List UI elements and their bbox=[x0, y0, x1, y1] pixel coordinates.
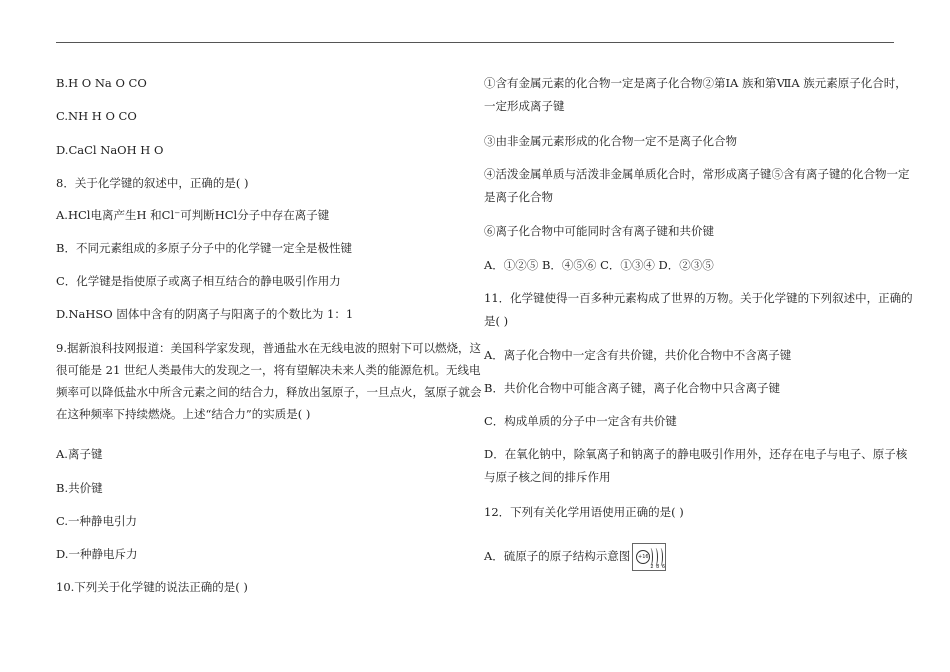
q11-option-d-line2: 与原子核之间的排斥作用 bbox=[484, 470, 611, 484]
q9-stem-line1: 9.据新浪科技网报道：美国科学家发现，普通盐水在无线电波的照射下可以燃烧，这 bbox=[56, 341, 481, 355]
q9-stem-line4: 在这种频率下持续燃烧。上述“结合力”的实质是( ) bbox=[56, 407, 311, 421]
atom-nucleus: +16 bbox=[636, 550, 650, 564]
q9-option-d: D.一种静电斥力 bbox=[56, 547, 138, 561]
atom-shell-electrons: 2 8 6 bbox=[650, 564, 666, 570]
q7-option-d: D.CaCl NaOH H O bbox=[56, 143, 164, 157]
q8-option-d: D.NaHSO 固体中含有的阴离子与阳离子的个数比为 1：1 bbox=[56, 307, 354, 321]
q10-statement-4-line1: ④活泼金属单质与活泼非金属单质化合时，常形成离子键⑤含有离子键的化合物一定 bbox=[484, 167, 910, 181]
q9-option-b: B.共价键 bbox=[56, 481, 103, 495]
q11-stem-line2: 是( ) bbox=[484, 314, 509, 328]
q12-option-a bbox=[484, 542, 666, 571]
q7-option-b: B.H O Na O CO bbox=[56, 76, 147, 90]
q8-option-b: B．不同元素组成的多原子分子中的化学键一定全是极性键 bbox=[56, 241, 352, 255]
q12-option-a-text: A．硫原子的原子结构示意图 bbox=[484, 549, 631, 563]
q11-stem-line1: 11．化学键使得一百多种元素构成了世界的万物。关于化学键的下列叙述中，正确的 bbox=[484, 291, 913, 305]
q11-option-b: B．共价化合物中可能含离子键，离子化合物中只含离子键 bbox=[484, 381, 780, 395]
q9-stem-line2: 很可能是 21 世纪人类最伟大的发现之一，将有望解决未来人类的能源危机。无线电 bbox=[56, 363, 481, 377]
q10-statement-4-line2: 是离子化合物 bbox=[484, 190, 553, 204]
q9-stem-line3: 频率可以降低盐水中所含元素之间的结合力，释放出氢原子，一旦点火，氢原子就会 bbox=[56, 385, 482, 399]
q11-option-a: A．离子化合物中一定含有共价键，共价化合物中不含离子键 bbox=[484, 348, 792, 362]
q10-statement-6: ⑥离子化合物中可能同时含有离子键和共价键 bbox=[484, 224, 714, 238]
q8-stem: 8．关于化学键的叙述中，正确的是( ) bbox=[56, 176, 249, 190]
q10-options: A．①②⑤ B．④⑤⑥ C．①③④ D．②③⑤ bbox=[484, 258, 714, 272]
q8-option-a: A.HCl电离产生H 和Cl⁻可判断HCl分子中存在离子键 bbox=[56, 208, 330, 222]
q8-option-c: C．化学键是指使原子或离子相互结合的静电吸引作用力 bbox=[56, 274, 341, 288]
q12-stem: 12．下列有关化学用语使用正确的是( ) bbox=[484, 505, 684, 519]
q9-option-c: C.一种静电引力 bbox=[56, 514, 138, 528]
header-rule bbox=[56, 42, 894, 43]
q11-option-c: C．构成单质的分子中一定含有共价键 bbox=[484, 414, 677, 428]
q10-statement-1-line2: 一定形成离子键 bbox=[484, 99, 565, 113]
q10-statement-3: ③由非金属元素形成的化合物一定不是离子化合物 bbox=[484, 134, 737, 148]
q10-stem: 10.下列关于化学键的说法正确的是( ) bbox=[56, 580, 248, 594]
q10-statement-1-line1: ①含有金属元素的化合物一定是离子化合物②第ⅠA 族和第ⅦA 族元素原子化合时， bbox=[484, 76, 907, 90]
q9-option-a: A.离子键 bbox=[56, 447, 103, 461]
sulfur-atom-diagram bbox=[632, 543, 666, 571]
q11-option-d-line1: D．在氧化钠中，除氧离子和钠离子的静电吸引作用外，还存在电子与电子、原子核 bbox=[484, 447, 908, 461]
q7-option-c: C.NH H O CO bbox=[56, 109, 137, 123]
